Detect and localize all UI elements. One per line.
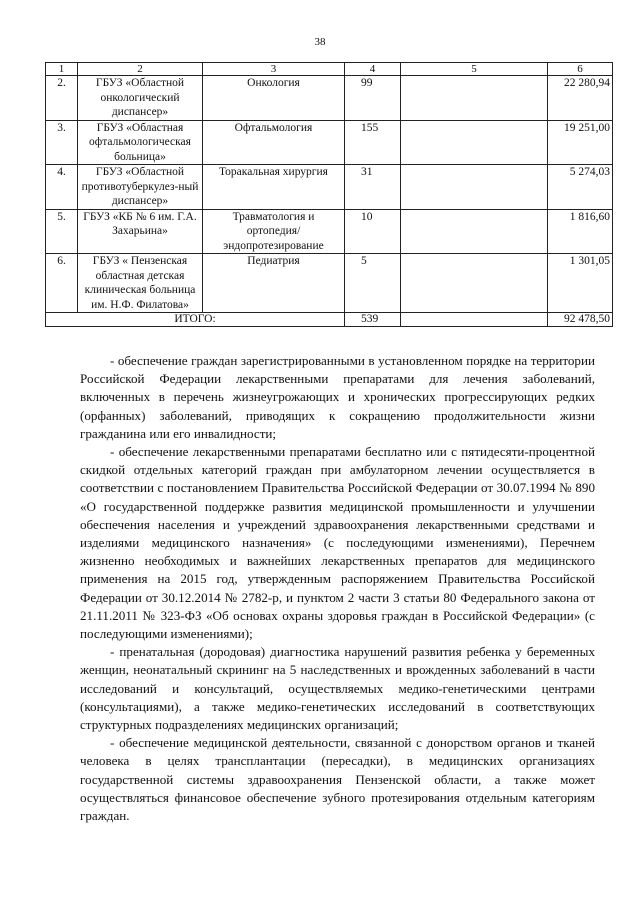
- organization-name: ГБУЗ «Областной онкологический диспансер»: [78, 76, 203, 121]
- medical-profile: Онкология: [203, 76, 345, 121]
- medical-profile: Офтальмология: [203, 120, 345, 165]
- medical-profile: Педиатрия: [203, 254, 345, 313]
- total-amount: 92 478,50: [548, 313, 613, 327]
- empty-cell: [401, 120, 548, 165]
- table-row: [46, 120, 613, 165]
- total-count: 539: [345, 313, 401, 327]
- header-cell: 4: [345, 63, 401, 76]
- paragraph: - обеспечение лекарственными препаратами бесплатно или с пятидесяти-процентной скидкой отдельных категорий граждан при амбулаторном лечении осуществляется в соответствии с постановлением Правительства Российской Федерации от 30.07.1994 № 890 «О государственной поддержке развития медицинской промышленности и улучшении обеспечения населения и учреждений здравоохранения лекарственными средствами и изделиями медицинского назначения» (с последующими изменениями), Перечнем жизненно необходимых и важнейших лекарственных препаратов для медицинского применения на 2015 год, утвержденным распоряжением Правительства Российской Федерации от 30.12.2014 № 2782-р, и пунктом 2 части 3 статьи 80 Федерального закона от 21.11.2011 № 323-ФЗ «Об основах охраны здоровья граждан в Российской Федерации» (с последующими изменениями);: [80, 444, 595, 642]
- total-label: ИТОГО:: [46, 313, 345, 327]
- body-text: [80, 352, 595, 825]
- patient-count: 5: [345, 254, 401, 313]
- header-cell: 6: [548, 63, 613, 76]
- medical-profile: Торакальная хирургия: [203, 165, 345, 210]
- organization-name: ГБУЗ «КБ № 6 им. Г.А. Захарьина»: [78, 209, 203, 254]
- row-number: 2.: [46, 76, 78, 121]
- row-number: 3.: [46, 120, 78, 165]
- empty-cell: [401, 76, 548, 121]
- amount: 1 816,60: [548, 209, 613, 254]
- empty-cell: [401, 165, 548, 210]
- total-row: [46, 313, 613, 327]
- organization-name: ГБУЗ «Областной противотуберкулез-ный диспансер»: [78, 165, 203, 210]
- amount: 1 301,05: [548, 254, 613, 313]
- amount: 22 280,94: [548, 76, 613, 121]
- header-cell: 5: [401, 63, 548, 76]
- organization-name: ГБУЗ «Областная офтальмологическая больница»: [78, 120, 203, 165]
- amount: 19 251,00: [548, 120, 613, 165]
- empty-cell: [401, 254, 548, 313]
- medical-profile: Травматология и ортопедия/ эндопротезирование: [203, 209, 345, 254]
- row-number: 5.: [46, 209, 78, 254]
- paragraph: - обеспечение медицинской деятельности, связанной с донорством органов и тканей человека в целях трансплантации (пересадки), в медицинских организациях государственной системы здравоохранения Пензенской области, а также может осуществляться финансовое обеспечение зубного протезирования отдельным категориям граждан.: [80, 735, 595, 824]
- empty-cell: [401, 313, 548, 327]
- patient-count: 155: [345, 120, 401, 165]
- header-cell: 1: [46, 63, 78, 76]
- row-number: 4.: [46, 165, 78, 210]
- paragraph: - обеспечение граждан зарегистрированными в установленном порядке на территории Российской Федерации лекарственными препаратами для лечения заболеваний, включенных в перечень жизнеугрожающих и хронических прогрессирующих редких (орфанных) заболеваний, приводящих к сокращению продолжительности жизни гражданина или его инвалидности;: [80, 353, 595, 441]
- paragraph: - пренатальная (дородовая) диагностика нарушений развития ребенка у беременных женщин, неонатальный скрининг на 5 наследственных и врожденных заболеваний в части исследований и консультаций, осуществляемых медико-генетическими центрами (консультациями), а также медико-генетических исследований в соответствующих структурных подразделениях медицинских организаций;: [80, 644, 595, 733]
- organization-name: ГБУЗ « Пензенская областная детская клиническая больница им. Н.Ф. Филатова»: [78, 254, 203, 313]
- table-row: [46, 209, 613, 254]
- table-row: [46, 165, 613, 210]
- amount: 5 274,03: [548, 165, 613, 210]
- page-number: 38: [314, 36, 326, 48]
- row-number: 6.: [46, 254, 78, 313]
- header-cell: 3: [203, 63, 345, 76]
- table-row: [46, 254, 613, 313]
- patient-count: 31: [345, 165, 401, 210]
- funding-table: [45, 62, 613, 327]
- header-cell: 2: [78, 63, 203, 76]
- empty-cell: [401, 209, 548, 254]
- table-header-row: [46, 63, 613, 76]
- table-row: [46, 76, 613, 121]
- patient-count: 10: [345, 209, 401, 254]
- patient-count: 99: [345, 76, 401, 121]
